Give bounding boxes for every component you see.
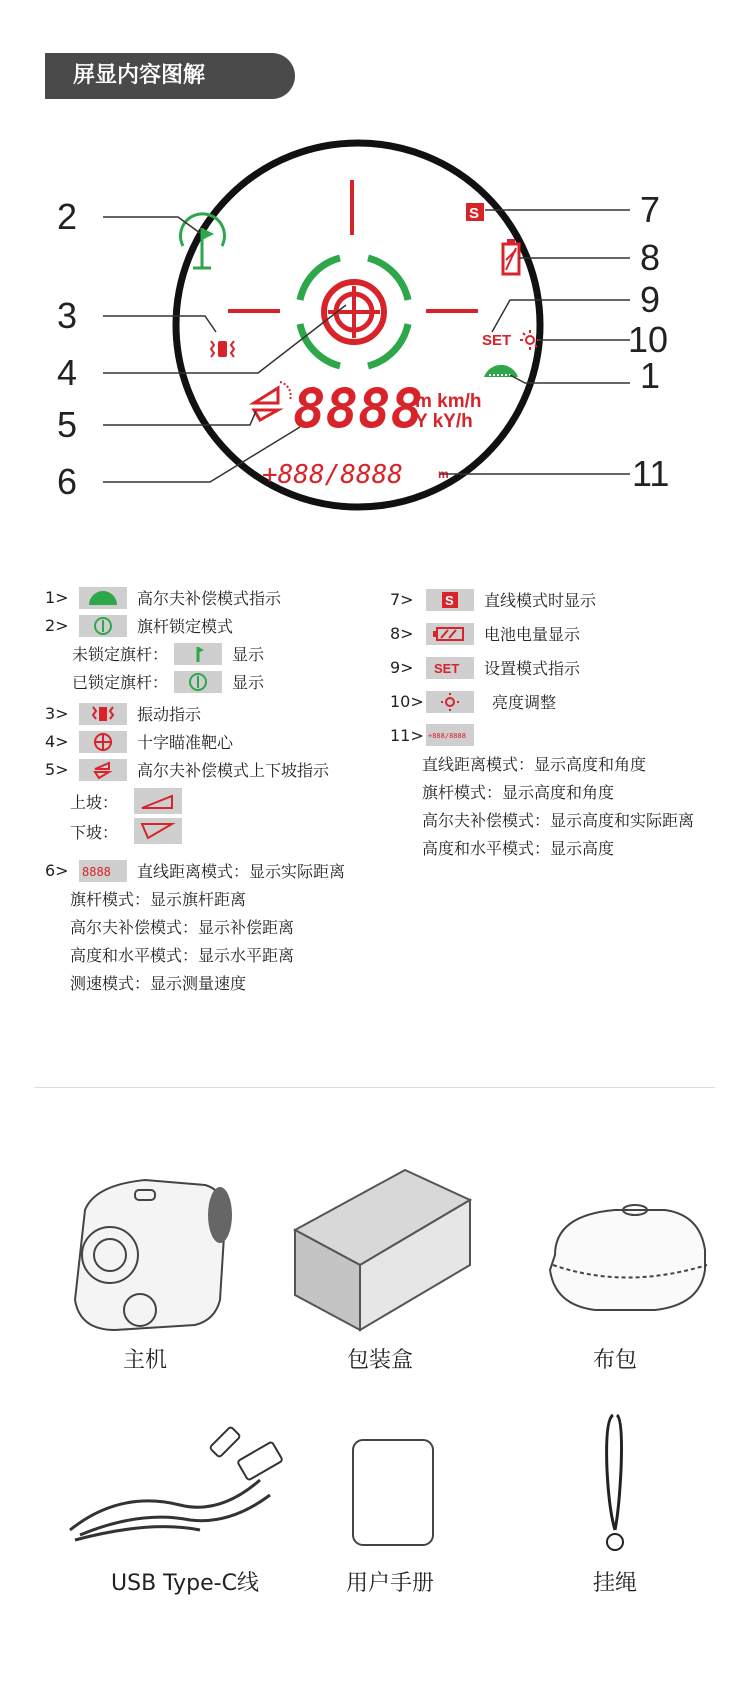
- small-unit: m: [438, 467, 449, 481]
- svg-text:SET: SET: [434, 660, 460, 676]
- legend-item-9: 9> SET 设置模式指示: [390, 658, 581, 678]
- callout-6: 6: [57, 461, 78, 502]
- flag-icon: [174, 643, 222, 665]
- svg-text:S: S: [445, 592, 454, 608]
- callout-10: 10: [628, 319, 669, 360]
- set-icon: [426, 657, 474, 679]
- usb-cable-icon: [60, 1420, 300, 1570]
- golf-arc-icon: [79, 587, 127, 609]
- legend-item-7: 7> S 直线模式时显示: [390, 590, 597, 610]
- small-digits: +888/8888: [262, 460, 403, 490]
- caption-manual: 用户手册: [345, 1571, 434, 1596]
- callout-1: 1: [640, 355, 661, 396]
- slope-icon: [79, 759, 127, 781]
- caption-main-unit: 主机: [122, 1348, 167, 1373]
- legend-item-5b: 下坡：: [70, 818, 192, 844]
- case-icon: [535, 1195, 715, 1335]
- s-mode-letter: S: [469, 205, 480, 222]
- legend-11-line4: 高度和水平模式：显示高度: [422, 839, 615, 858]
- box-icon: [285, 1160, 475, 1340]
- section-title: 屏显内容图解: [45, 53, 295, 99]
- manual-icon: [345, 1435, 445, 1555]
- unit-bottom: Y kY/h: [415, 411, 473, 432]
- unit-top: m km/h: [415, 391, 482, 412]
- set-icon: SET: [482, 332, 512, 349]
- legend-item-2b: 已锁定旗杆： 显示: [72, 670, 264, 693]
- caption-lanyard: 挂绳: [592, 1571, 637, 1596]
- legend-item-2: 2> 旗杆锁定模式: [45, 616, 234, 636]
- caption-box: 包装盒: [346, 1348, 413, 1373]
- legend-item-2a: 未锁定旗杆： 显示: [72, 642, 264, 665]
- legend-item-11: 11> +888/8888: [390, 724, 484, 746]
- viewfinder-circle: [176, 143, 540, 507]
- legend-11-line3: 高尔夫补偿模式：显示高度和实际距离: [422, 811, 695, 830]
- callout-8: 8: [640, 237, 661, 278]
- lanyard-icon: [595, 1410, 635, 1560]
- legend-item-5a: 上坡：: [70, 788, 192, 814]
- small-digits-icon: [426, 724, 474, 746]
- flag-lock-icon: [174, 671, 222, 693]
- legend-item-8: 8> 电池电量显示: [390, 624, 581, 644]
- callout-7: 7: [640, 189, 661, 230]
- legend-11-line2: 旗杆模式：显示高度和角度: [422, 783, 615, 802]
- callout-9: 9: [640, 279, 661, 320]
- legend-item-10: 10> 亮度调整: [390, 692, 557, 712]
- vibration-icon: [79, 703, 127, 725]
- legend-6-line4: 测速模式：显示测量速度: [70, 974, 247, 993]
- legend-6-line3: 高度和水平模式：显示水平距离: [70, 946, 295, 965]
- section-divider: [35, 1087, 715, 1088]
- crosshair-icon: [79, 731, 127, 753]
- uphill-icon: [134, 788, 182, 814]
- main-digits-icon: [79, 860, 127, 882]
- legend-item-6: 6> 8888 直线距离模式：显示实际距离: [45, 861, 346, 881]
- callout-3: 3: [57, 295, 78, 336]
- downhill-icon: [134, 818, 182, 844]
- callout-5: 5: [57, 404, 78, 445]
- legend-item-4: 4> 十字瞄准靶心: [45, 732, 234, 752]
- display-diagram: [0, 100, 750, 530]
- svg-text:+888/8888: +888/8888: [428, 732, 466, 740]
- brightness-icon: [426, 691, 474, 713]
- battery-icon: [426, 623, 474, 645]
- svg-text:8888: 8888: [82, 864, 111, 879]
- s-mode-icon: [426, 589, 474, 611]
- callout-2: 2: [57, 196, 78, 237]
- legend-6-line2: 高尔夫补偿模式：显示补偿距离: [70, 918, 295, 937]
- legend-6-line1: 旗杆模式：显示旗杆距离: [70, 890, 247, 909]
- legend-item-3: 3> 振动指示: [45, 704, 202, 724]
- caption-pouch: 布包: [592, 1348, 637, 1373]
- main-digits: 8888: [293, 377, 424, 440]
- callout-4: 4: [57, 352, 78, 393]
- rangefinder-icon: [55, 1160, 235, 1340]
- caption-usb-cable: USB Type-C线: [111, 1571, 259, 1596]
- callout-11: 11: [632, 453, 670, 494]
- crosshair-icon: [324, 282, 384, 342]
- legend-item-1: 1> 高尔夫补偿模式指示: [45, 588, 282, 608]
- legend-item-5: 5> 高尔夫补偿模式上下坡指示: [45, 760, 330, 780]
- flag-lock-icon: [79, 615, 127, 637]
- legend-11-line1: 直线距离模式：显示高度和角度: [422, 755, 647, 774]
